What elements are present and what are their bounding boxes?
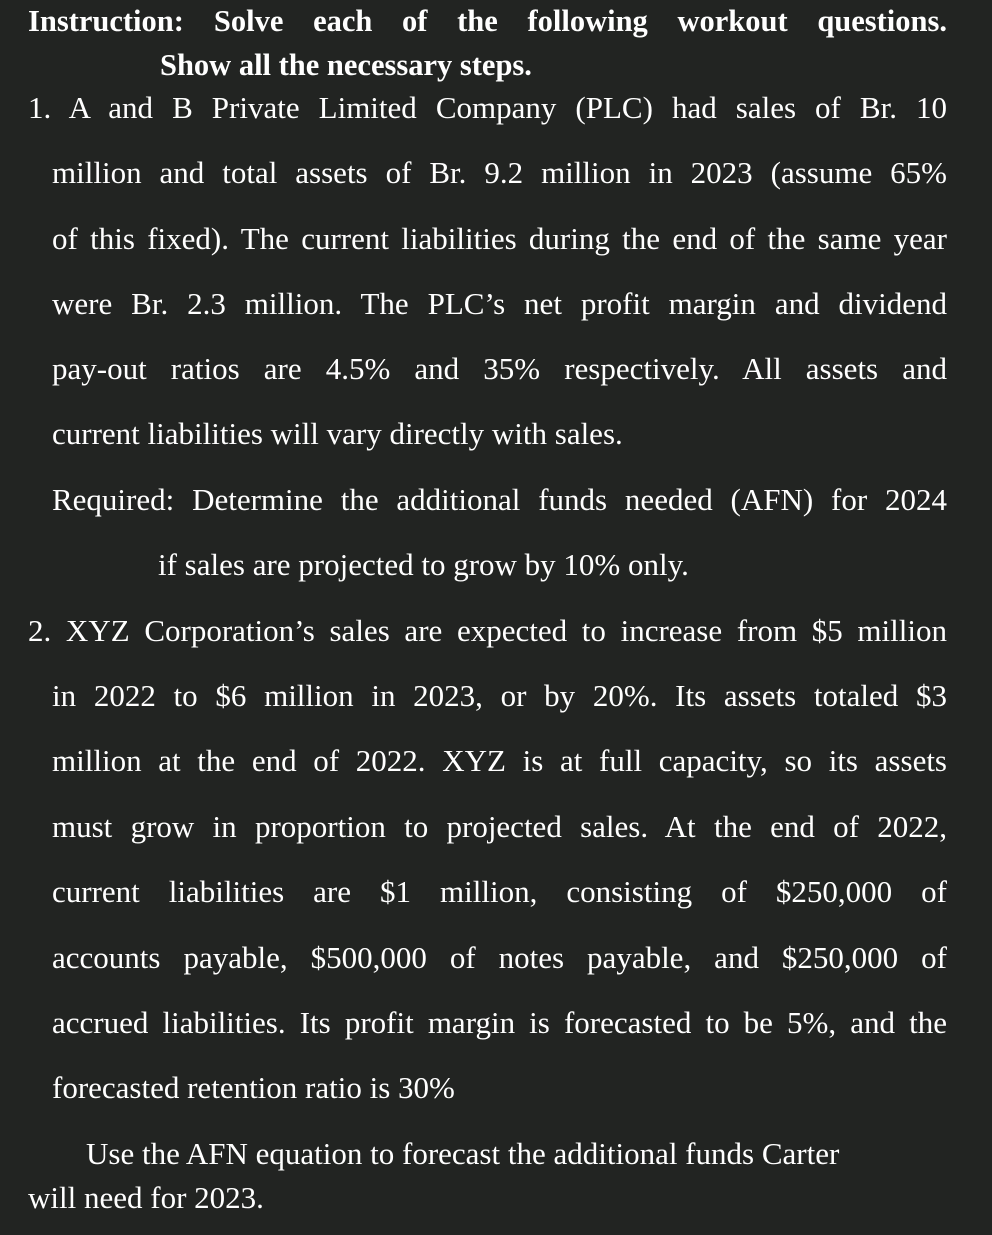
- q2-line-6: accounts payable, $500,000 of notes payable, and $250,000 of: [52, 940, 947, 975]
- q1-line-5: pay-out ratios are 4.5% and 35% respectively. All assets and: [52, 351, 947, 386]
- instruction-heading: [28, 6, 947, 37]
- instruction-text-line2: Show all the necessary steps.: [160, 48, 532, 82]
- q1-line-3: of this fixed). The current liabilities during the end of the same year: [52, 221, 947, 256]
- q2-line-7: accrued liabilities. Its profit margin is forecasted to be 5%, and the: [52, 1005, 947, 1040]
- q2-line-4: must grow in proportion to projected sales. At the end of 2022,: [52, 809, 947, 844]
- q2-line-2: in 2022 to $6 million in 2023, or by 20%. Its assets totaled $3: [52, 678, 947, 713]
- q2-use-line-2: will need for 2023.: [28, 1180, 264, 1215]
- q1-line-2: million and total assets of Br. 9.2 million in 2023 (assume 65%: [52, 155, 947, 190]
- q1-required-line-1: Required: Determine the additional funds needed (AFN) for 2024: [52, 482, 947, 517]
- q2-line-5: current liabilities are $1 million, consisting of $250,000 of: [52, 874, 947, 909]
- q2-line-8: forecasted retention ratio is 30%: [52, 1070, 455, 1105]
- instruction-text-line1: Solve each of the following workout questions.: [213, 4, 947, 38]
- q1-line-6: current liabilities will vary directly with sales.: [52, 416, 623, 451]
- q1-line-4: were Br. 2.3 million. The PLC’s net profit margin and dividend: [52, 286, 947, 321]
- q2-line-3: million at the end of 2022. XYZ is at full capacity, so its assets: [52, 743, 947, 778]
- q1-line-1: 1. A and B Private Limited Company (PLC) had sales of Br. 10: [28, 90, 947, 125]
- q1-required-line-2: if sales are projected to grow by 10% only.: [158, 547, 689, 582]
- instruction-label: Instruction:: [28, 4, 184, 38]
- q2-use-line-1: Use the AFN equation to forecast the additional funds Carter: [86, 1136, 840, 1171]
- q2-line-1: 2. XYZ Corporation’s sales are expected to increase from $5 million: [28, 613, 947, 648]
